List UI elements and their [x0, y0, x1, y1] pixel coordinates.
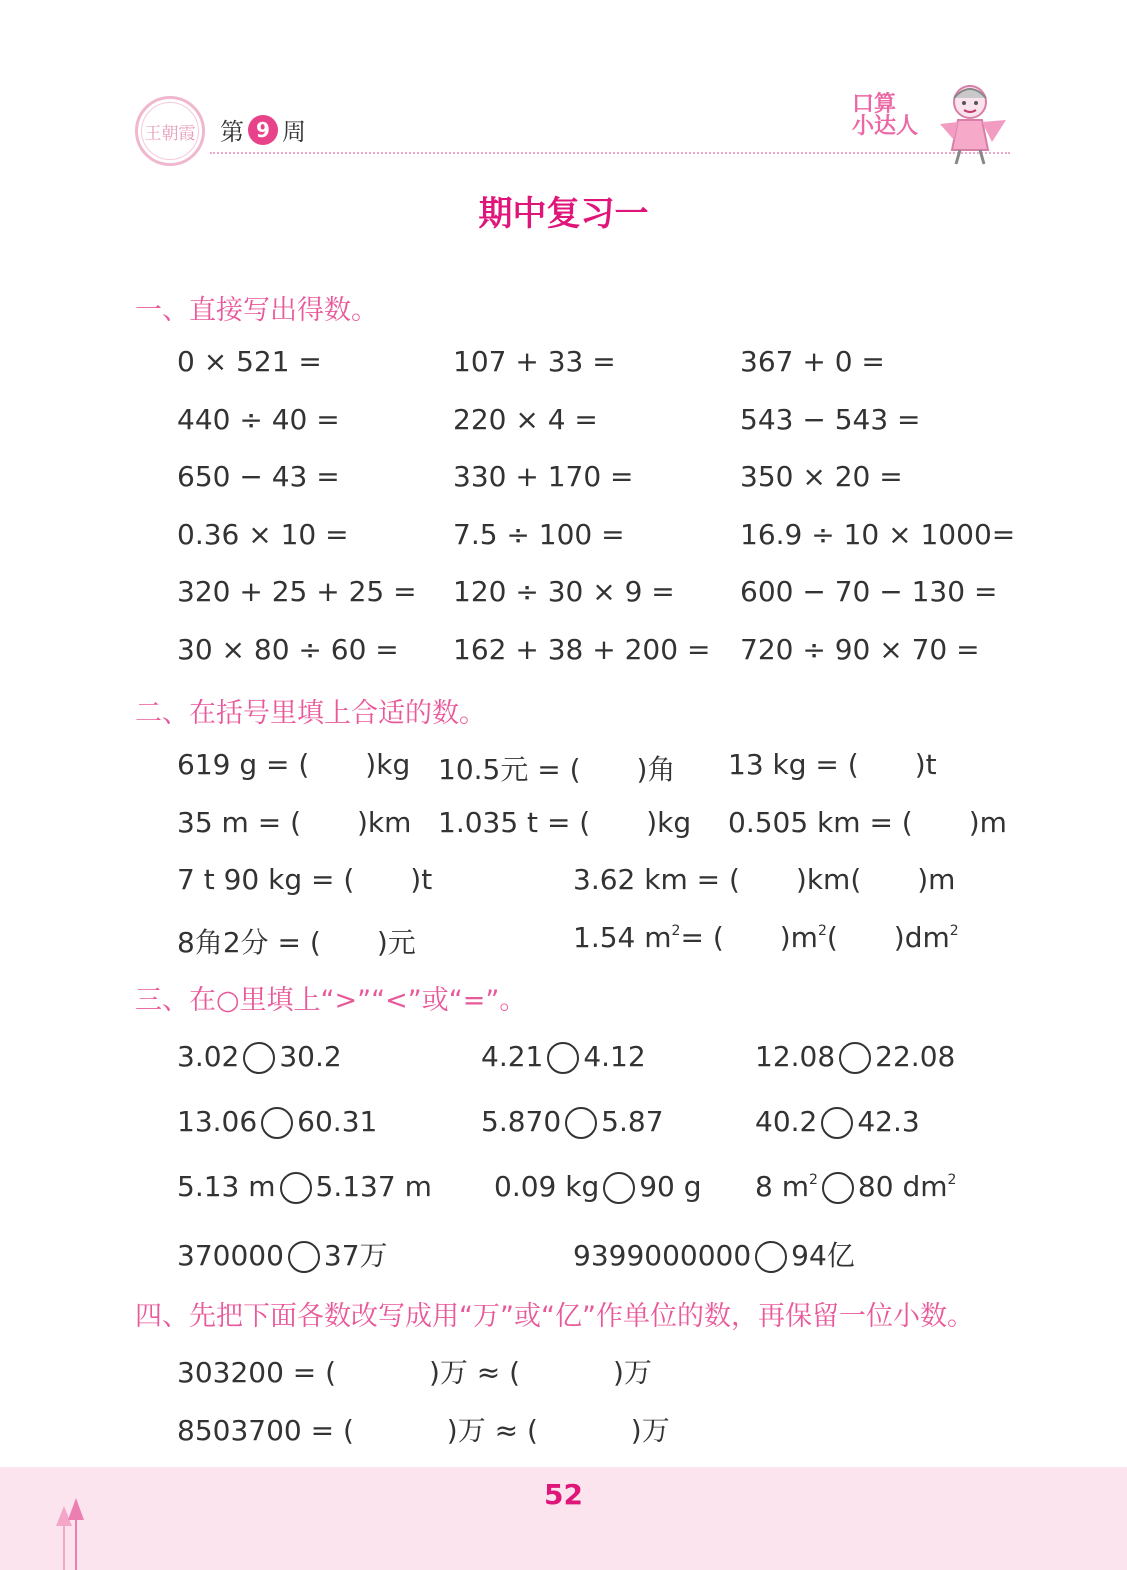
- compare-circle[interactable]: [280, 1172, 312, 1204]
- week-prefix: 第: [220, 118, 244, 146]
- compare-item: 5.13 m 5.137 m: [177, 1170, 432, 1203]
- compare-item: 5.870 5.87: [481, 1105, 664, 1138]
- problem: 600 − 70 − 130 =: [740, 575, 998, 608]
- problem: 330 + 170 =: [453, 460, 634, 493]
- compare-item: 40.2 42.3: [755, 1105, 920, 1138]
- fill-blank: 35 m = ( )km: [177, 806, 412, 839]
- week-suffix: 周: [282, 118, 306, 146]
- compare-item: 12.08 22.08: [755, 1040, 956, 1073]
- page-title: 期中复习一: [478, 194, 649, 234]
- compare-circle[interactable]: [547, 1042, 579, 1074]
- compare-circle[interactable]: [821, 1107, 853, 1139]
- fill-blank: 7 t 90 kg = ( )t: [177, 863, 433, 896]
- page-number: 52: [544, 1478, 583, 1511]
- seal-text: 王朝霞: [144, 123, 196, 144]
- compare-item: 370000 37万: [177, 1239, 388, 1272]
- week-label: [220, 112, 306, 147]
- brand-logo: [852, 94, 922, 138]
- section-1-heading: 一、直接写出得数。: [135, 295, 378, 326]
- header-divider: [210, 152, 1010, 154]
- mascot-illustration: [930, 80, 1014, 166]
- compare-circle[interactable]: [243, 1042, 275, 1074]
- problem: 440 ÷ 40 =: [177, 403, 340, 436]
- fill-blank: 10.5元 = ( )角: [438, 753, 676, 786]
- compare-circle[interactable]: [755, 1241, 787, 1273]
- compare-item: 8 $m^2$ 80 $dm^2$: [755, 1170, 957, 1203]
- compare-item: 9399000000 94亿: [573, 1239, 855, 1272]
- problem: 320 + 25 + 25 =: [177, 575, 417, 608]
- fill-blank: 3.62 km = ( )km( )m: [573, 863, 956, 896]
- problem: 16.9 ÷ 10 × 1000=: [740, 518, 1016, 551]
- problem: 0.36 × 10 =: [177, 518, 349, 551]
- problem: 120 ÷ 30 × 9 =: [453, 575, 675, 608]
- problem: 162 + 38 + 200 =: [453, 633, 711, 666]
- problem: 30 × 80 ÷ 60 =: [177, 633, 399, 666]
- compare-circle[interactable]: [822, 1172, 854, 1204]
- compare-circle[interactable]: [261, 1107, 293, 1139]
- problem: 367 + 0 =: [740, 345, 885, 378]
- problem: 543 − 543 =: [740, 403, 921, 436]
- problem: 220 × 4 =: [453, 403, 598, 436]
- problem: 350 × 20 =: [740, 460, 903, 493]
- compare-item: 4.21 4.12: [481, 1040, 646, 1073]
- fill-blank-area: 1.54 $m^2=$ ( )$m^2$( )$dm^2$: [573, 921, 959, 954]
- section-2-heading: 二、在括号里填上合适的数。: [135, 698, 486, 729]
- brand-line-2: 小达人: [852, 114, 919, 139]
- problem: 0 × 521 =: [177, 345, 322, 378]
- fill-blank: 13 kg = ( )t: [728, 748, 937, 781]
- fill-blank: 8角2分 = ( )元: [177, 926, 416, 959]
- publisher-seal: [135, 96, 205, 166]
- compare-item: 0.09 kg 90 g: [494, 1170, 702, 1203]
- week-number-badge: 9: [248, 115, 278, 145]
- problem: 7.5 ÷ 100 =: [453, 518, 625, 551]
- fill-blank: 0.505 km = ( )m: [728, 806, 1007, 839]
- rewrite-item: 303200 = ( )万 ≈ ( )万: [177, 1356, 652, 1389]
- problem: 720 ÷ 90 × 70 =: [740, 633, 980, 666]
- compare-item: 13.06 60.31: [177, 1105, 378, 1138]
- compare-circle[interactable]: [839, 1042, 871, 1074]
- compare-item: 3.02 30.2: [177, 1040, 342, 1073]
- section-3-heading: 三、在○里填上“>”“<”或“=”。: [135, 985, 527, 1016]
- problem: 107 + 33 =: [453, 345, 616, 378]
- compare-circle[interactable]: [603, 1172, 635, 1204]
- rewrite-item: 8503700 = ( )万 ≈ ( )万: [177, 1414, 670, 1447]
- fill-blank: 1.035 t = ( )kg: [438, 806, 692, 839]
- brand-line-1: 口算: [852, 92, 897, 117]
- compare-circle[interactable]: [565, 1107, 597, 1139]
- section-4-heading: 四、先把下面各数改写成用“万”或“亿”作单位的数，再保留一位小数。: [135, 1301, 974, 1332]
- compare-circle[interactable]: [288, 1241, 320, 1273]
- fill-blank: 619 g = ( )kg: [177, 748, 411, 781]
- problem: 650 − 43 =: [177, 460, 340, 493]
